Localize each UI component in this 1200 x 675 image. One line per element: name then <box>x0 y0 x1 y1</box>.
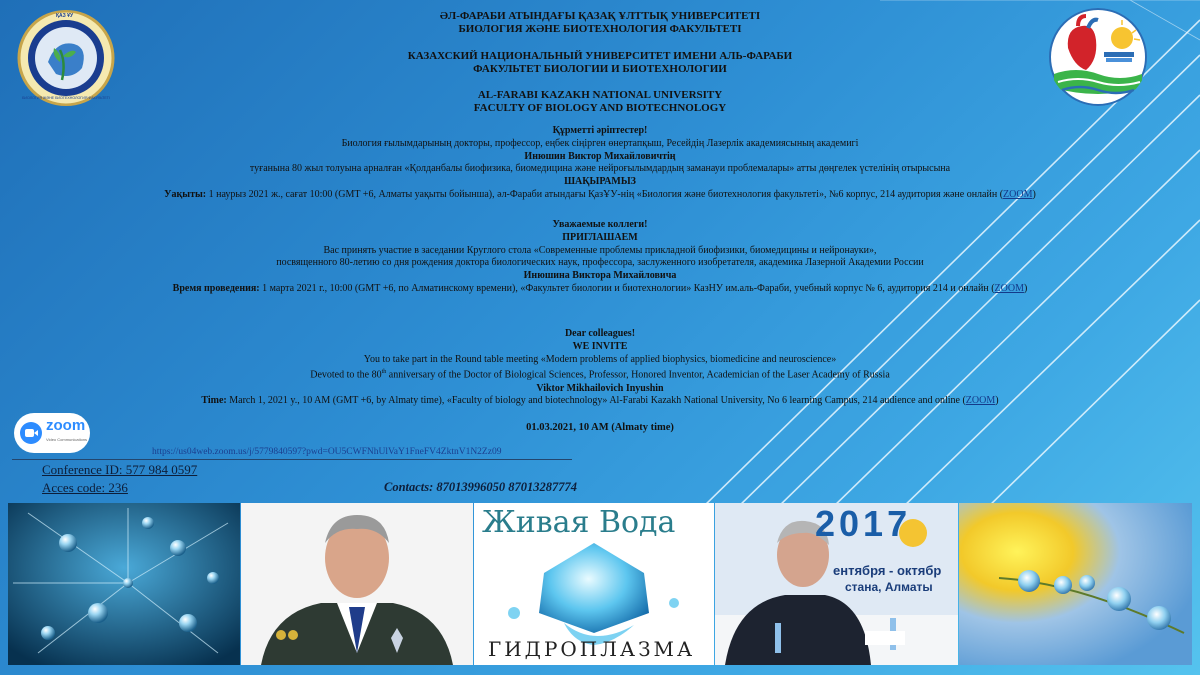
living-water-title: Живая Вода <box>482 505 676 540</box>
zoom-tagline: Video Communications <box>46 437 88 442</box>
meeting-url[interactable]: https://us04web.zoom.us/j/5779840597?pwd=OU5CWFNhUlVaY1FneFV4ZktnV1N2Zz09 <box>152 447 502 457</box>
time-label-kz: Уақыты: <box>164 188 207 200</box>
time-text-en: March 1, 2021 y., 10 AM (GMT +6, by Almaty time), «Faculty of biology and biotechnology» Al-Farabi Kazakh National University, No 6 learning Campus, 214 audience and online ( <box>226 395 966 407</box>
hydroplasma-label: ГИДРОПЛАЗМА <box>488 637 696 661</box>
paren-en: ) <box>995 395 999 407</box>
faculty-logo <box>16 10 116 106</box>
invite-ru: ПРИГЛАШАЕМ <box>562 231 638 243</box>
zoom-link-kz[interactable]: ZOOM <box>1003 188 1033 200</box>
header-en <box>120 89 1080 114</box>
conference-year: 2017 <box>815 503 912 544</box>
zoom-link-ru[interactable]: ZOOM <box>994 282 1024 294</box>
time-label-en: Time: <box>201 395 227 407</box>
conference-id: Conference ID: 577 984 0597 <box>42 462 198 477</box>
invitation-ru <box>120 219 1080 296</box>
ru-line1: Вас принять участие в заседании Круглого стола «Современные проблемы прикладной биофизики, биомедицины и нейронауки», <box>323 244 877 256</box>
event-datetime: 01.03.2021, 10 AM (Almaty time) <box>526 422 674 433</box>
photo-conference <box>715 503 958 665</box>
paren-ru: ) <box>1023 282 1028 294</box>
zoom-word: zoom <box>46 417 86 434</box>
invite-kz: ШАҚЫРАМЫЗ <box>564 176 636 188</box>
invitation-en <box>120 328 1080 408</box>
time-kz <box>120 189 1080 202</box>
kz-line1: Биология ғылымдарының докторы, профессор, еңбек сіңірген өнертапқыш, Ресейдің Лазерлік академиясының академигі <box>341 137 859 149</box>
greeting-kz: Құрметті әріптестер! <box>552 125 648 136</box>
url-underline <box>12 459 572 460</box>
time-text-ru: 1 марта 2021 г., 10:00 (GMT +6, по Алматинскому времени), «Факультет биологии и биотехнологии» КазНУ им.аль-Фараби, учебный корпус № 6, аудитория 214 и онлайн ( <box>259 282 995 294</box>
ru-line2: посвященного 80-летию со дня рождения доктора биологических наук, профессора, заслуженного изобретателя, академика Лазерной Академии России <box>276 257 924 269</box>
en-line2-a: Devoted to the 80 <box>310 369 382 381</box>
logo-ring-text: БИОЛОГИЯ ЖӘНЕ БИОТЕХНОЛОГИЯ ФАКУЛЬТЕТІ <box>22 96 110 100</box>
photo-water-drops <box>8 503 240 665</box>
zoom-wordmark <box>46 419 87 447</box>
time-label-ru: Время проведения: <box>172 282 260 294</box>
en-line2-sup: th <box>381 369 387 376</box>
header-ru-line1: КАЗАХСКИЙ НАЦИОНАЛЬНЫЙ УНИВЕРСИТЕТ ИМЕНИ АЛЬ-ФАРАБИ <box>407 50 793 62</box>
header-en-line2: FACULTY OF BIOLOGY AND BIOTECHNOLOGY <box>473 101 727 114</box>
en-line2 <box>120 366 1080 382</box>
time-ru <box>120 283 1080 296</box>
conference-dates: ентября - октябр <box>833 563 942 578</box>
photo-dew-sunlight <box>959 503 1192 665</box>
header-ru-line2: ФАКУЛЬТЕТ БИОЛОГИИ И БИОТЕХНОЛОГИИ <box>473 62 727 75</box>
conference-city: стана, Алматы <box>845 580 933 594</box>
header-kz <box>120 10 1080 35</box>
header-kz-line2: БИОЛОГИЯ ЖӘНЕ БИОТЕХНОЛОГИЯ ФАКУЛЬТЕТІ <box>458 22 742 35</box>
time-en <box>120 395 1080 408</box>
logo-badge: ҚАЗ ҰУ <box>56 13 74 19</box>
access-code: Acces code: 236 <box>42 480 128 495</box>
zoom-camera-icon <box>20 422 42 444</box>
honoree-name-en: Viktor Mikhailovich Inyushin <box>536 382 664 394</box>
header-ru <box>120 50 1080 75</box>
en-line2-b: anniversary of the Doctor of Biological Sciences, Professor, Honored Inventor, Academician of the Laser Academy of Russia <box>386 369 890 381</box>
time-text-kz: 1 наурыз 2021 ж., сағат 10:00 (GMT +6, Алматы уақыты бойынша), әл-Фараби атындағы ҚазҰУ-нің «Биология және биотехнология факультеті», №6 корпус, 214 аудитория және онлайн ( <box>206 188 1004 200</box>
header-en-line1: AL-FARABI KAZAKH NATIONAL UNIVERSITY <box>477 89 723 101</box>
paren-kz: ) <box>1032 188 1036 200</box>
zoom-logo <box>14 413 90 453</box>
contacts: Contacts: 87013996050 87013287774 <box>384 480 578 494</box>
kz-line2: туғанына 80 жыл толуына арналған «Қолданбалы биофизика, биомедицина және нейроғылымдардың заманауи проблемалары» атты дөңгелек үстелінің отырысына <box>249 163 951 175</box>
greeting-en: Dear colleagues! <box>564 328 636 339</box>
header-kz-line1: ӘЛ-ФАРАБИ АТЫНДАҒЫ ҚАЗАҚ ҰЛТТЫҚ УНИВЕРСИТЕТІ <box>439 10 761 22</box>
honoree-name-ru: Инюшина Виктора Михайловича <box>523 270 677 282</box>
honoree-name-kz: Инюшин Виктор Михайловичтің <box>524 150 676 162</box>
photo-portrait <box>241 503 473 665</box>
invitation-kz <box>120 125 1080 202</box>
invite-en: WE INVITE <box>572 340 628 352</box>
greeting-ru: Уважаемые коллеги! <box>552 219 648 230</box>
zoom-link-en[interactable]: ZOOM <box>965 395 996 407</box>
en-line1: You to take part in the Round table meeting «Modern problems of applied biophysics, biomedicine and neuroscience» <box>363 353 837 365</box>
photo-living-water <box>474 503 714 665</box>
